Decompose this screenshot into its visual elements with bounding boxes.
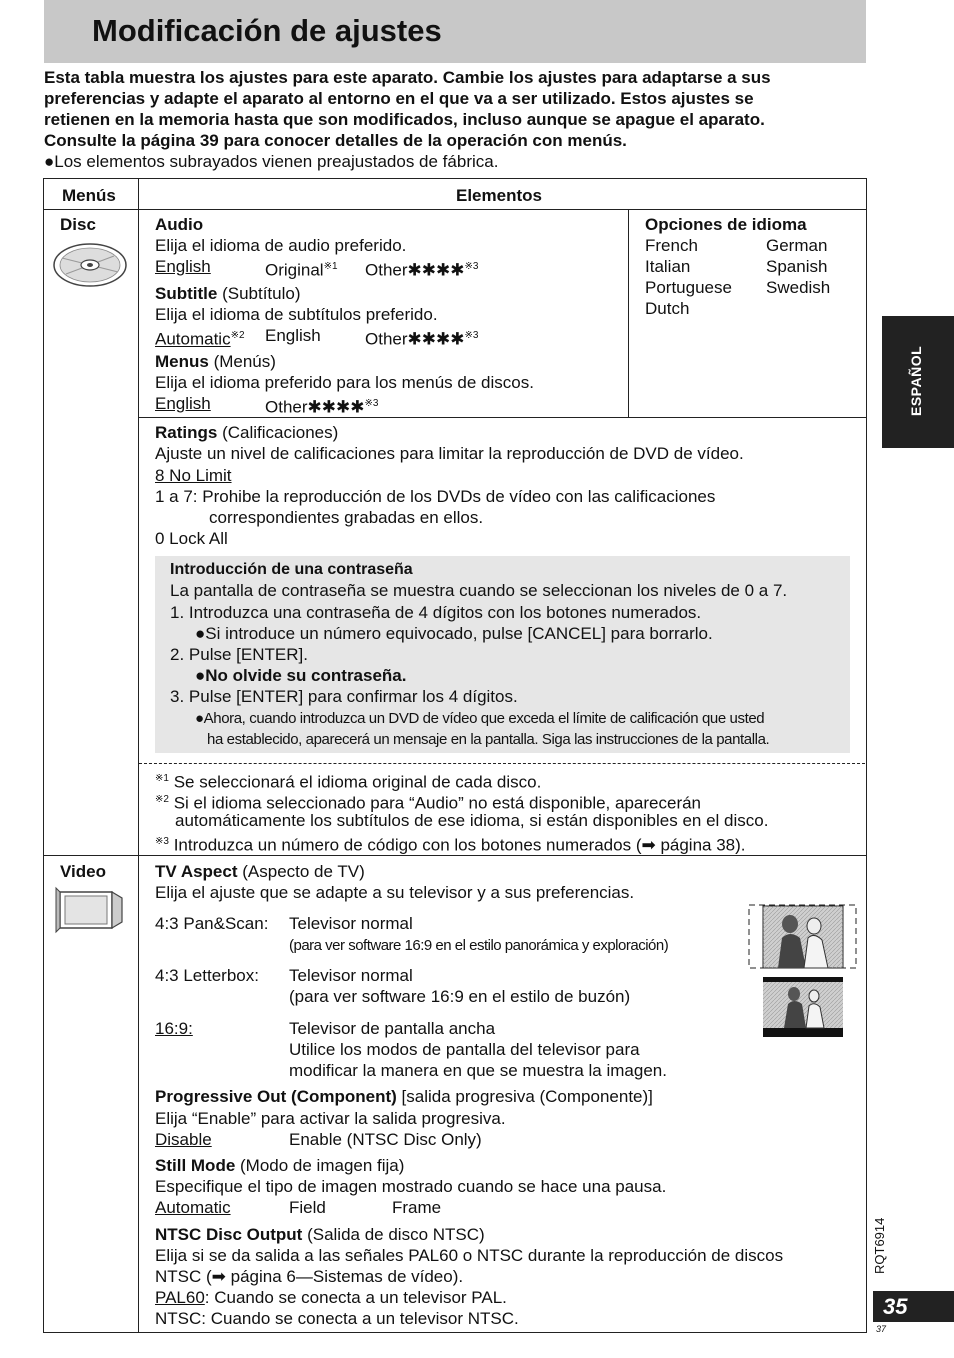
still-heading: Still Mode (Modo de imagen fija) (155, 1156, 405, 1175)
tv-wide-note: Utilice los modos de pantalla del televisor para (289, 1040, 640, 1059)
language-spanish: Spanish (766, 257, 828, 276)
password-step2: 2. Pulse [ENTER]. (170, 645, 308, 664)
tv-pan-label: 4:3 Pan&Scan: (155, 914, 269, 933)
language-italian: Italian (645, 257, 691, 276)
menu-video-label: Video (60, 862, 106, 881)
header-menus: Menús (62, 186, 116, 205)
audio-desc: Elija el idioma de audio preferido. (155, 236, 407, 255)
side-tab-label: ESPAÑOL (908, 345, 924, 416)
disc-icon (52, 240, 132, 290)
intro-text (44, 67, 866, 151)
ratings-opt-lockall: 0 Lock All (155, 529, 228, 548)
progressive-desc: Elija “Enable” para activar la salida progresiva. (155, 1109, 506, 1128)
tv-wide-label: 16:9: (155, 1019, 193, 1038)
still-opt-field: Field (289, 1198, 326, 1217)
password-step3: 3. Pulse [ENTER] para confirmar los 4 dígitos. (170, 687, 518, 706)
title-bar (44, 0, 866, 63)
password-step3-note: ●Ahora, cuando introduzca un DVD de vídeo que exceda el límite de calificación que usted (195, 710, 765, 727)
column-divider (138, 178, 139, 1332)
language-german: German (766, 236, 828, 255)
page-title: Modificación de ajustes (92, 13, 442, 48)
tv-letterbox-note: (para ver software 16:9 en el estilo de buzón) (289, 987, 631, 1006)
intro-line: preferencias y adapte el aparato al entorno en el que va a ser utilizado. Estos ajustes se (44, 89, 754, 108)
tv-icon (54, 886, 126, 936)
audio-heading: Audio (155, 215, 204, 234)
menus-opt-english: English (155, 394, 211, 413)
ntsc-opt-ntsc: NTSC: Cuando se conecta a un televisor NTSC. (155, 1309, 519, 1328)
header-elementos: Elementos (456, 186, 542, 205)
language-options-heading: Opciones de idioma (645, 215, 807, 234)
subtitle-desc: Elija el idioma de subtítulos preferido. (155, 305, 438, 324)
ratings-opt-nolimit: 8 No Limit (155, 466, 232, 485)
password-step2-note: ●No olvide su contraseña. (195, 666, 407, 685)
still-desc: Especifique el tipo de imagen mostrado cuando se hace una pausa. (155, 1177, 667, 1196)
tv-aspect-heading: TV Aspect (Aspecto de TV) (155, 862, 365, 881)
ntsc-desc-cont: NTSC (➡ página 6—Sistemas de vídeo). (155, 1267, 464, 1286)
page-number-box (873, 1291, 954, 1322)
language-divider (628, 209, 629, 418)
ratings-opt-1to7: 1 a 7: Prohibe la reproducción de los DVDs de vídeo con las calificaciones (155, 487, 716, 506)
header-divider (43, 209, 866, 210)
pan-scan-illustration (748, 904, 858, 970)
letterbox-illustration (762, 976, 844, 1038)
ratings-desc: Ajuste un nivel de calificaciones para limitar la reproducción de DVD de vídeo. (155, 444, 744, 463)
footnote-2: $^{※2}$ Si el idioma seleccionado para “Audio” no está disponible, aparecerán (155, 793, 702, 813)
intro-line: retienen en la memoria hasta que son modificados, incluso aunque se apague el aparato. (44, 110, 765, 129)
footnote-1: $^{※1}$ Se seleccionará el idioma original de cada disco. (155, 772, 542, 792)
progressive-opt-disable: Disable (155, 1130, 212, 1149)
password-step3-note-cont: ha establecido, aparecerá un mensaje en la pantalla. Siga las instrucciones de la pantalla. (207, 731, 770, 748)
tv-wide-value: Televisor de pantalla ancha (289, 1019, 496, 1038)
small-page-number: 37 (876, 1324, 887, 1334)
password-step1-note: ●Si introduce un número equivocado, pulse [CANCEL] para borrarlo. (195, 624, 713, 643)
tv-wide-note-cont: modificar la manera en que se muestra la imagen. (289, 1061, 667, 1080)
still-opt-automatic: Automatic (155, 1198, 231, 1217)
footnote-3: $^{※3}$ Introduzca un número de código con los botones numerados (➡ página 38). (155, 835, 746, 855)
ntsc-desc: Elija si se da salida a las señales PAL60 o NTSC durante la reproducción de discos (155, 1246, 784, 1265)
footnote-2-cont: automáticamente los subtítulos de ese idioma, si están disponibles en el disco. (175, 811, 769, 830)
language-french: French (645, 236, 698, 255)
subtitle-opt-automatic: Automatic$^{※2}$ (155, 329, 245, 349)
language-swedish: Swedish (766, 278, 831, 297)
intro-line: Consulte la página 39 para conocer detalles de la operación con menús. (44, 131, 627, 150)
menus-desc: Elija el idioma preferido para los menús de discos. (155, 373, 534, 392)
tv-letterbox-label: 4:3 Letterbox: (155, 966, 259, 985)
ntsc-opt-pal60: PAL60: Cuando se conecta a un televisor PAL. (155, 1288, 507, 1307)
menu-disc-label: Disc (60, 215, 96, 234)
password-step1: 1. Introduzca una contraseña de 4 dígitos con los botones numerados. (170, 603, 702, 622)
progressive-heading: Progressive Out (Component) [salida progresiva (Componente)] (155, 1087, 653, 1106)
menus-heading: Menus (Menús) (155, 352, 276, 371)
audio-opt-english: English (155, 257, 211, 276)
footnote-divider (139, 763, 865, 764)
ratings-opt-1to7-cont: correspondientes grabadas en ellos. (209, 508, 484, 527)
ntsc-heading: NTSC Disc Output (Salida de disco NTSC) (155, 1225, 485, 1244)
audio-opt-other: Other✱✱✱✱$^{※3}$ (365, 260, 479, 280)
intro-note: ●Los elementos subrayados vienen preajustados de fábrica. (44, 152, 499, 171)
password-line: La pantalla de contraseña se muestra cuando se seleccionan los niveles de 0 a 7. (170, 581, 788, 600)
document-code: RQT6914 (872, 1217, 887, 1274)
audio-ratings-divider (138, 417, 866, 418)
still-opt-frame: Frame (392, 1198, 442, 1217)
subtitle-opt-english: English (265, 326, 321, 345)
subtitle-opt-other: Other✱✱✱✱$^{※3}$ (365, 329, 479, 349)
intro-line: Esta tabla muestra los ajustes para este aparato. Cambie los ajustes para adaptarse a sus (44, 68, 771, 87)
language-side-tab (882, 316, 954, 448)
tv-letterbox-value: Televisor normal (289, 966, 413, 985)
ratings-heading: Ratings (Calificaciones) (155, 423, 339, 442)
tv-aspect-desc: Elija el ajuste que se adapte a su televisor y a sus preferencias. (155, 883, 635, 902)
menus-opt-other: Other✱✱✱✱$^{※3}$ (265, 397, 379, 417)
audio-opt-original: Original$^{※1}$ (265, 260, 338, 280)
language-dutch: Dutch (645, 299, 690, 318)
progressive-opt-enable: Enable (NTSC Disc Only) (289, 1130, 482, 1149)
page-number: 35 (883, 1294, 908, 1319)
language-portuguese: Portuguese (645, 278, 732, 297)
subtitle-heading: Subtitle (Subtítulo) (155, 284, 301, 303)
tv-pan-note: (para ver software 16:9 en el estilo panorámica y exploración) (289, 937, 669, 954)
tv-pan-value: Televisor normal (289, 914, 413, 933)
password-heading: Introducción de una contraseña (170, 561, 413, 578)
